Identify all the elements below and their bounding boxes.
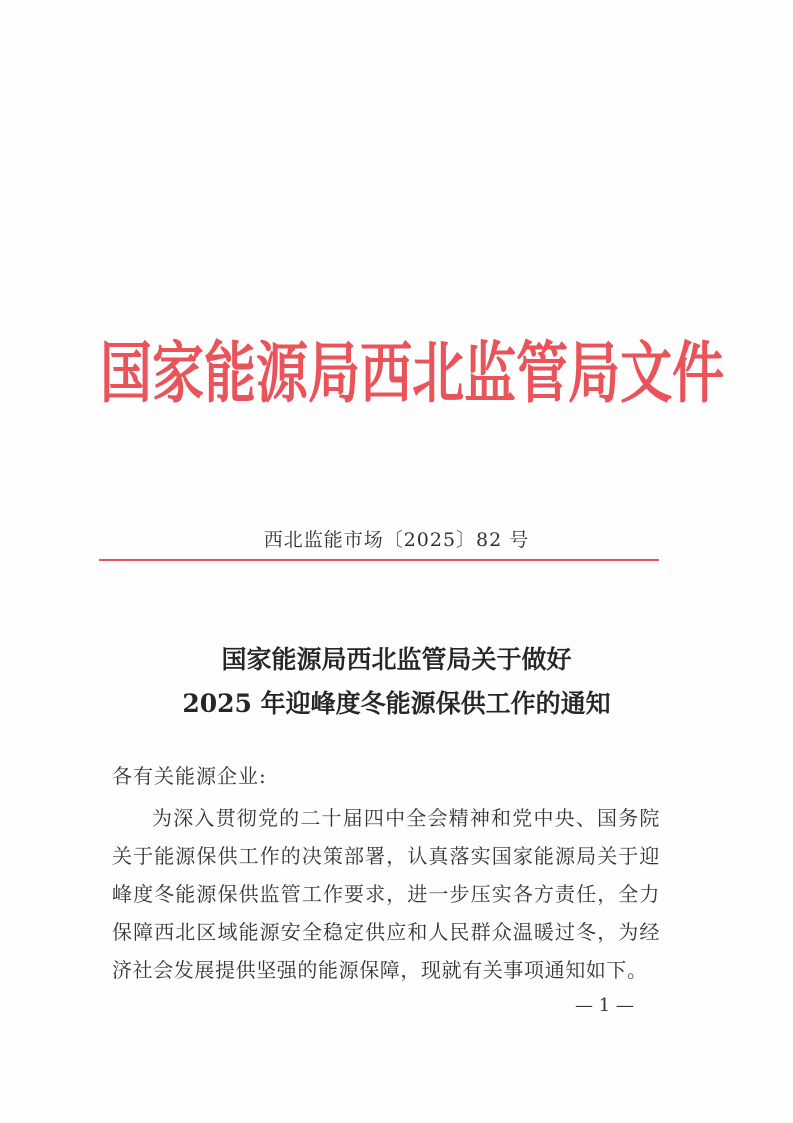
letterhead-char: 家 [152,335,205,413]
letterhead-char: 局 [308,335,361,413]
document-number: 西北监能市场〔2025〕82 号 [263,529,530,551]
letterhead-char: 国 [100,335,153,413]
red-divider-line [99,559,659,561]
letterhead-char: 西 [360,335,413,413]
body-paragraph: 为深入贯彻党的二十届四中全会精神和党中央、国务院关于能源保供工作的决策部署，认真落实国家能源局关于迎峰度冬能源保供监管工作要求，进一步压实各方责任，全力保障西北区域能源安全稳定供应和人民群众温暖过冬，为经济社会发展提供坚强的能源保障，现就有关事项通知如下。 [112,806,660,982]
letterhead-char: 件 [672,335,725,413]
letterhead-char: 监 [464,335,517,413]
letterhead-char: 管 [516,335,569,413]
letterhead-title [100,334,725,414]
letterhead-char: 文 [620,335,673,413]
letterhead-char: 能 [204,335,257,413]
letterhead-char: 北 [412,335,465,413]
salutation: 各有关能源企业: [112,764,267,788]
page-number: — 1 — [575,995,634,1016]
document-title-line-2: 2025 年迎峰度冬能源保供工作的通知 [182,689,611,718]
letterhead-char: 源 [256,335,309,413]
letterhead-char: 局 [568,335,621,413]
document-title-line-1: 国家能源局西北监管局关于做好 [221,645,572,674]
